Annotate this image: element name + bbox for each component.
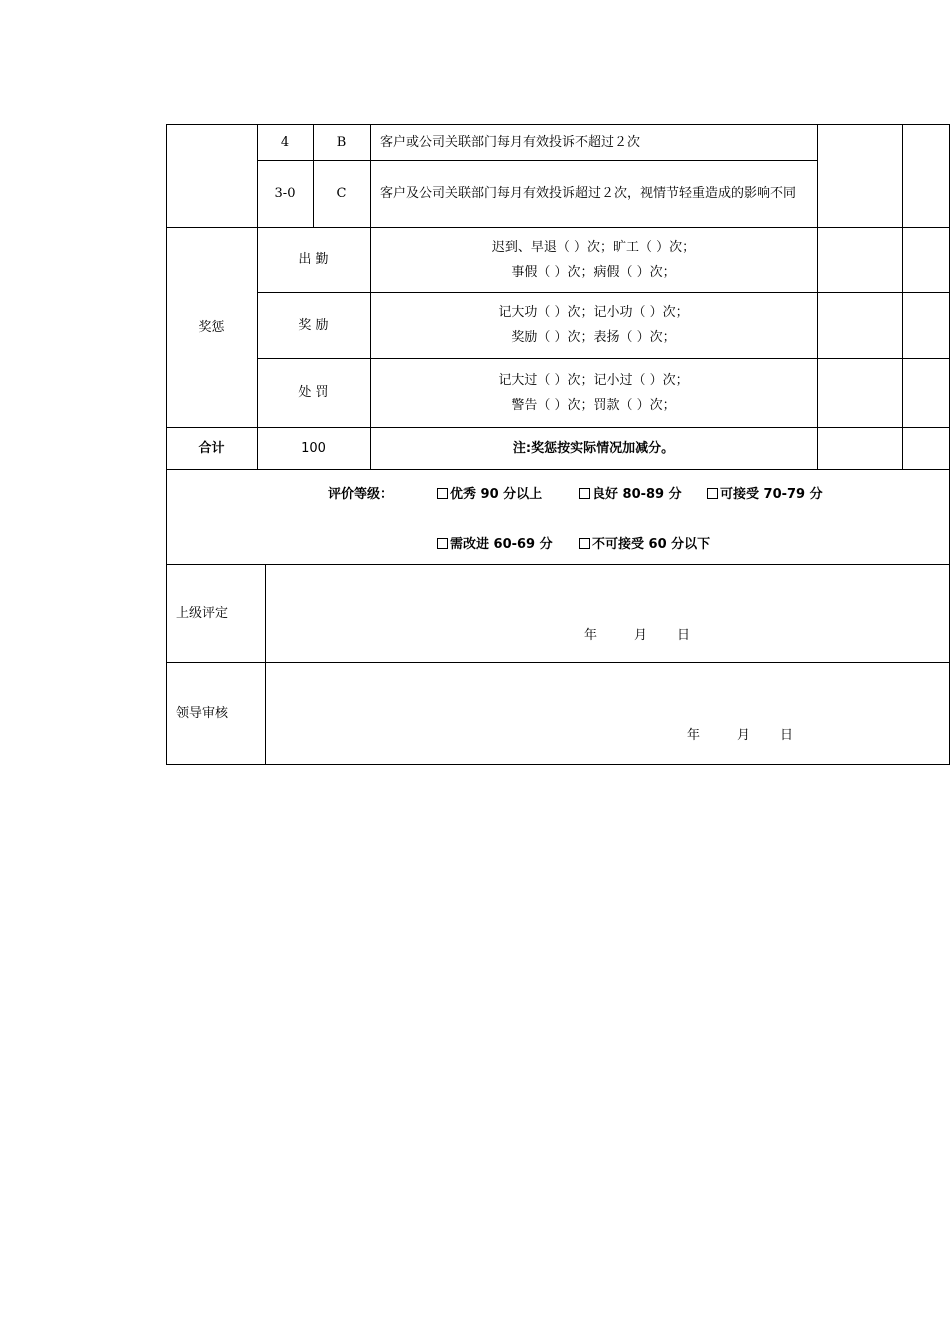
supervisor-date-day[interactable]: 日	[677, 628, 691, 643]
grade-cell: C	[336, 186, 347, 201]
checkbox-icon[interactable]	[437, 538, 448, 549]
rule	[265, 564, 266, 765]
leader-label: 领导审核	[176, 705, 229, 721]
penalty-label: 处 罚	[298, 385, 329, 400]
rating-label: 评价等级：	[328, 487, 394, 502]
reward-detail	[370, 292, 817, 358]
rating-option[interactable]: 需改进 60-69 分	[437, 533, 553, 552]
checkbox-icon[interactable]	[437, 488, 448, 499]
detail-line: 事假（ ）次；病假（ ）次；	[511, 264, 676, 280]
total-note: 注:奖惩按实际情况加减分。	[512, 440, 675, 456]
detail-line: 记大功（ ）次；记小功（ ）次；	[498, 305, 689, 320]
rule	[902, 124, 903, 469]
rewards-label: 奖惩	[198, 319, 225, 335]
criteria-cell: 客户或公司关联部门每月有效投诉不超过２次	[380, 134, 641, 150]
score-cell: 4	[280, 134, 290, 150]
rating-option[interactable]: 良好 80-89 分	[579, 483, 682, 502]
rule	[166, 662, 950, 663]
criteria-cell: 客户及公司关联部门每月有效投诉超过２次，视情节轻重造成的影响不同	[380, 186, 797, 201]
checkbox-icon[interactable]	[579, 488, 590, 499]
rating-option[interactable]: 不可接受 60 分以下	[579, 533, 710, 552]
attendance-label: 出 勤	[298, 252, 329, 267]
grade-cell: B	[336, 134, 347, 150]
supervisor-date-month[interactable]: 月	[634, 628, 648, 643]
rule	[817, 124, 818, 469]
rule	[166, 469, 950, 470]
detail-line: 警告（ ）次；罚款（ ）次；	[511, 397, 676, 413]
reward-label: 奖 励	[298, 317, 329, 333]
total-label: 合计	[198, 440, 225, 456]
detail-line: 迟到、早退（ ）次；旷工（ ）次；	[491, 239, 696, 255]
leader-date-year[interactable]: 年	[687, 728, 701, 743]
supervisor-date-year[interactable]: 年	[584, 628, 598, 643]
detail-line: 记大过（ ）次；记小过（ ）次；	[498, 372, 689, 388]
total-value: 100	[301, 440, 326, 456]
score-cell: 3-0	[274, 186, 296, 201]
supervisor-label: 上级评定	[176, 605, 229, 621]
rule	[166, 764, 950, 765]
checkbox-icon[interactable]	[707, 488, 718, 499]
penalty-detail	[370, 358, 817, 427]
rating-option[interactable]: 可接受 70-79 分	[707, 483, 823, 502]
rating-option[interactable]: 优秀 90 分以上	[437, 483, 542, 502]
detail-line: 奖励（ ）次；表扬（ ）次；	[511, 330, 676, 345]
leader-date-month[interactable]: 月	[737, 728, 751, 743]
checkbox-icon[interactable]	[579, 538, 590, 549]
attendance-detail	[370, 227, 817, 292]
leader-date-day[interactable]: 日	[780, 728, 794, 743]
rule	[166, 564, 950, 565]
